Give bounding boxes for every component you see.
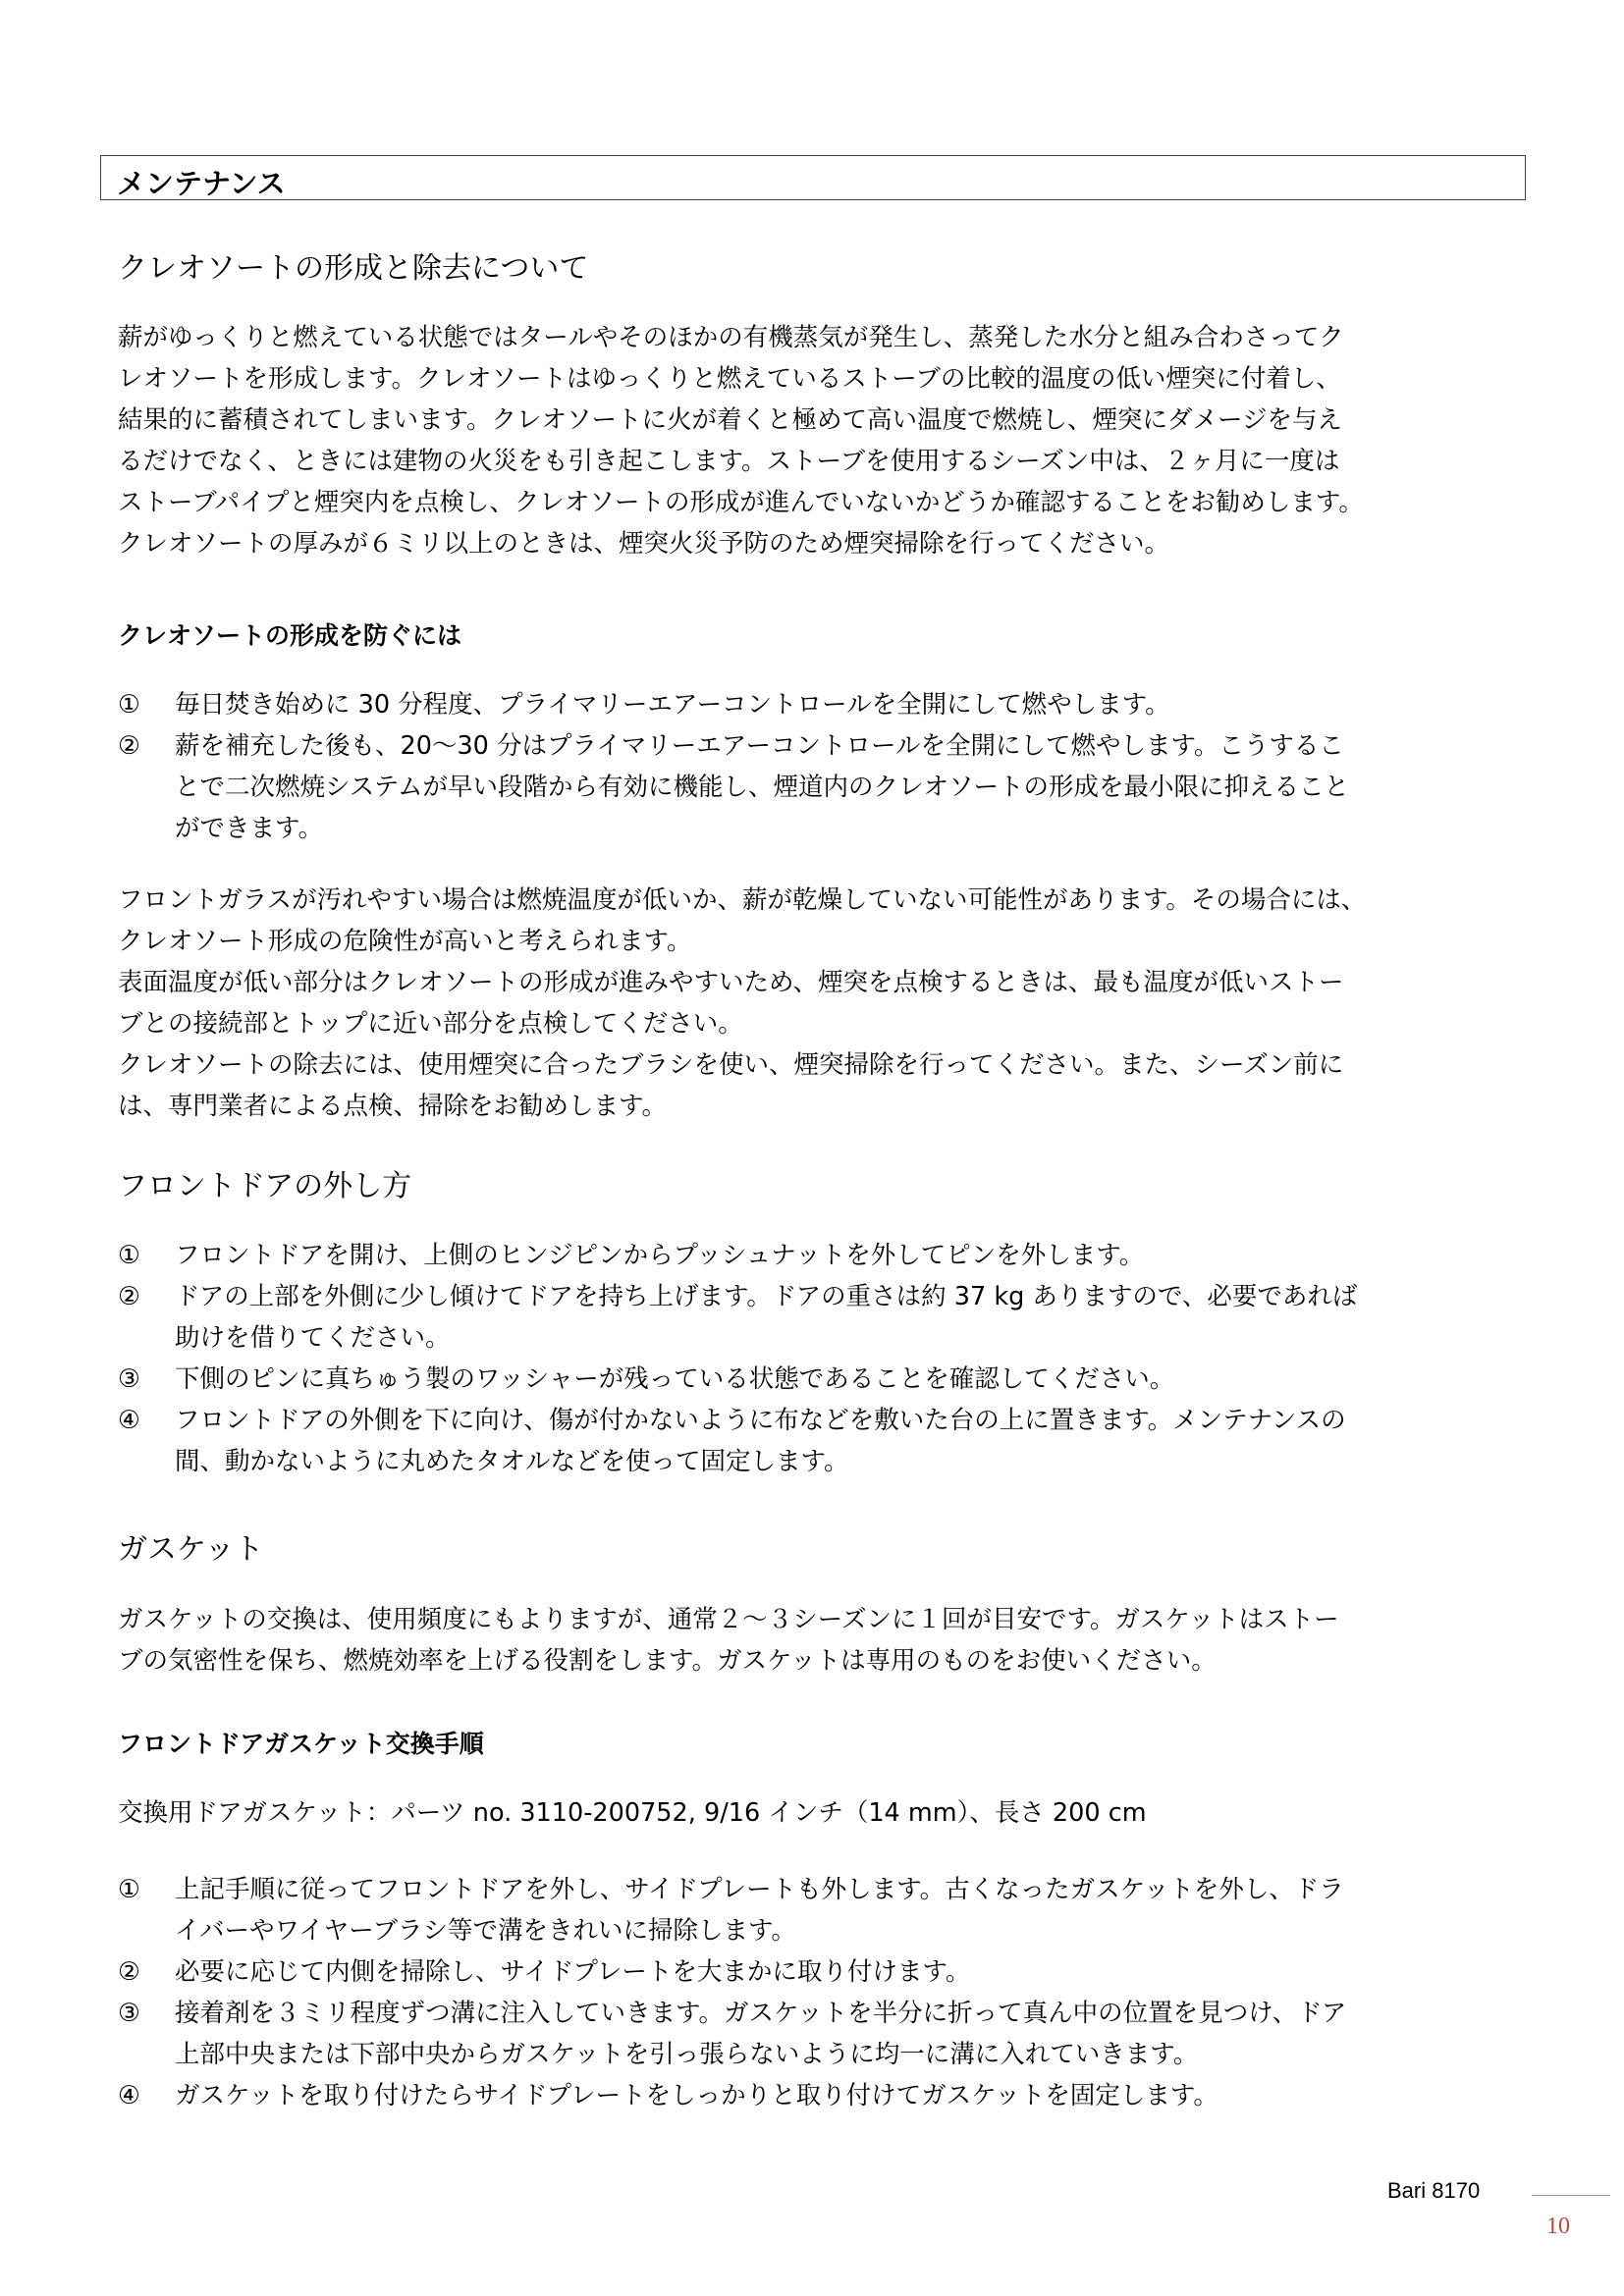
- item-number: ④: [118, 1406, 140, 1435]
- gasket-paragraph: [118, 1599, 1532, 1682]
- prevent-list: [118, 684, 1532, 849]
- item-number: ②: [118, 1957, 140, 1987]
- item-line: 上部中央または下部中央からガスケットを引っ張らないように均一に溝に入れていきます。: [175, 2040, 1199, 2069]
- item-line: 接着剤を３ミリ程度ずつ溝に注入していきます。ガスケットを半分に折って真ん中の位置を見つけ、ドア: [175, 1999, 1347, 2028]
- list-item: [118, 1951, 1532, 1993]
- section-title: メンテナンス: [117, 167, 286, 200]
- item-line: ドアの上部を外側に少し傾けてドアを持ち上げます。ドアの重さは約 37 kg ありますので、必要であれば: [175, 1282, 1358, 1311]
- text-line: クレオソートの除去には、使用煙突に合ったブラシを使い、煙突掃除を行ってください。また、シーズン前に: [118, 1050, 1344, 1080]
- footer-model-name: Bari 8170: [1387, 2178, 1481, 2203]
- item-line: とで二次燃焼システムが早い段階から有効に機能し、煙道内のクレオソートの形成を最小限に抑えること: [175, 773, 1349, 802]
- door-list: [118, 1235, 1532, 1482]
- text-line: ブとの接続部とトップに近い部分を点検してください。: [118, 1009, 743, 1039]
- page-number: 10: [1546, 2214, 1570, 2239]
- text-line: ガスケットの交換は、使用頻度にもよりますが、通常２～３シーズンに１回が目安です。ガスケットはストー: [118, 1605, 1339, 1634]
- text-line: 交換用ドアガスケット：パーツ no. 3110-200752, 9/16 インチ（14 mm）、長さ 200 cm: [118, 1798, 1147, 1828]
- list-item: [118, 1400, 1532, 1482]
- door-heading: フロントドアの外し方: [118, 1169, 412, 1203]
- list-item: [118, 1235, 1532, 1276]
- text-line: クレオソート形成の危険性が高いと考えられます。: [118, 927, 692, 956]
- item-number: ①: [118, 1241, 140, 1270]
- creosote-heading: クレオソートの形成と除去について: [118, 251, 589, 286]
- item-number: ④: [118, 2081, 140, 2110]
- list-item: [118, 725, 1532, 849]
- item-number: ③: [118, 1999, 140, 2028]
- item-line: イバーやワイヤーブラシ等で溝をきれいに掃除します。: [175, 1916, 796, 1946]
- text-line: ストーブパイプと煙突内を点検し、クレオソートの形成が進んでいないかどうか確認することをお勧めします。: [118, 488, 1364, 517]
- list-item: [118, 684, 1532, 725]
- item-number: ②: [118, 1282, 140, 1311]
- item-line: 下側のピンに真ちゅう製のワッシャーが残っている状態であることを確認してください。: [175, 1364, 1175, 1394]
- item-number: ②: [118, 731, 140, 761]
- item-line: ができます。: [175, 814, 323, 843]
- gasket-procedure-list: [118, 1869, 1532, 2116]
- text-line: るだけでなく、ときには建物の火災をも引き起こします。ストーブを使用するシーズン中は、２ヶ月に一度は: [118, 447, 1340, 476]
- item-line: 上記手順に従ってフロントドアを外し、サイドプレートも外します。古くなったガスケットを外し、ドラ: [175, 1875, 1344, 1904]
- item-line: ガスケットを取り付けたらサイドプレートをしっかりと取り付けてガスケットを固定します。: [175, 2081, 1218, 2110]
- item-line: 薪を補充した後も、20〜30 分はプライマリーエアーコントロールを全開にして燃やします。こうするこ: [175, 731, 1344, 761]
- text-line: 結果的に蓄積されてしまいます。クレオソートに火が着くと極めて高い温度で燃焼し、煙突にダメージを与え: [118, 405, 1342, 435]
- list-item: [118, 1993, 1532, 2075]
- text-line: ブの気密性を保ち、燃焼効率を上げる役割をします。ガスケットは専用のものをお使いください。: [118, 1646, 1217, 1676]
- item-line: フロントドアを開け、上側のヒンジピンからプッシュナットを外してピンを外します。: [175, 1241, 1145, 1270]
- creosote-paragraph: [118, 317, 1532, 564]
- item-line: 助けを借りてください。: [175, 1323, 451, 1353]
- gasket-procedure-heading: フロントドアガスケット交換手順: [118, 1730, 484, 1758]
- section-title-box: [100, 155, 1526, 200]
- item-number: ①: [118, 1875, 140, 1904]
- text-line: 表面温度が低い部分はクレオソートの形成が進みやすいため、煙突を点検するときは、最も温度が低いストー: [118, 968, 1344, 997]
- item-number: ③: [118, 1364, 140, 1394]
- item-line: 間、動かないように丸めたタオルなどを使って固定します。: [175, 1447, 849, 1476]
- list-item: [118, 2075, 1532, 2116]
- text-line: レオソートを形成します。クレオソートはゆっくりと燃えているストーブの比較的温度の低い煙突に付着し、: [118, 364, 1341, 394]
- list-item: [118, 1869, 1532, 1951]
- prevent-heading: クレオソートの形成を防ぐには: [118, 621, 462, 650]
- gasket-heading: ガスケット: [118, 1532, 264, 1567]
- footer-divider: [1532, 2195, 1610, 2196]
- gasket-part-line: [118, 1792, 1532, 1834]
- item-line: フロントドアの外側を下に向け、傷が付かないように布などを敷いた台の上に置きます。メンテナンスの: [175, 1406, 1346, 1435]
- text-line: フロントガラスが汚れやすい場合は燃焼温度が低いか、薪が乾燥していない可能性があります。その場合には、: [118, 885, 1367, 915]
- list-item: [118, 1359, 1532, 1400]
- item-line: 必要に応じて内側を掃除し、サイドプレートを大まかに取り付けます。: [175, 1957, 971, 1987]
- item-number: ①: [118, 690, 140, 720]
- text-line: 薪がゆっくりと燃えている状態ではタールやそのほかの有機蒸気が発生し、蒸発した水分と組み合わさってク: [118, 323, 1344, 352]
- text-line: クレオソートの厚みが６ミリ以上のときは、煙突火災予防のため煙突掃除を行ってください。: [118, 529, 1170, 559]
- list-item: [118, 1276, 1532, 1359]
- prevent-notes: [118, 880, 1532, 1127]
- text-line: は、専門業者による点検、掃除をお勧めします。: [118, 1092, 667, 1121]
- item-line: 毎日焚き始めに 30 分程度、プライマリーエアーコントロールを全開にして燃やします。: [175, 690, 1170, 720]
